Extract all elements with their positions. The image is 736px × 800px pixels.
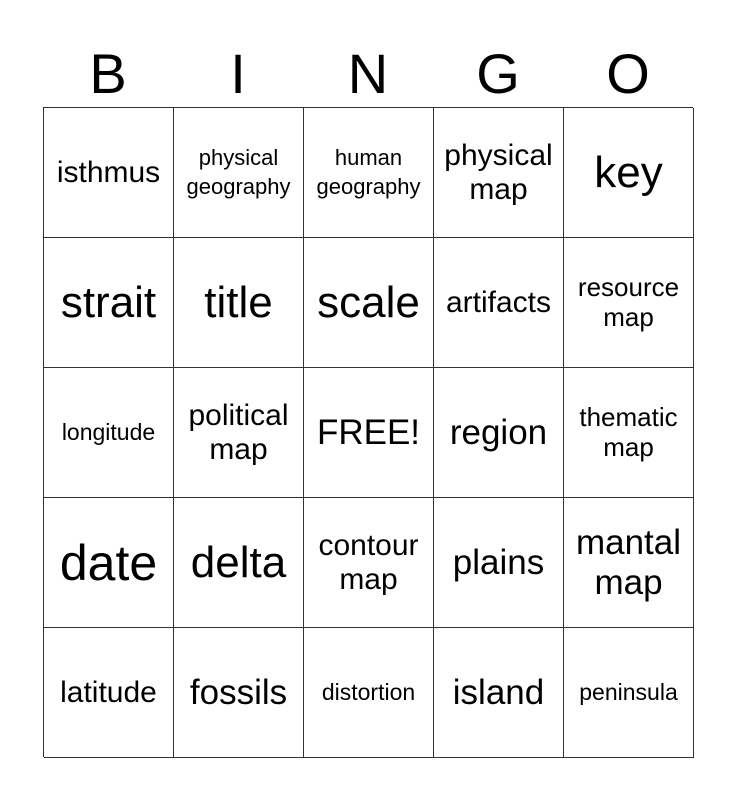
bingo-cell[interactable]: thematic map	[564, 368, 694, 498]
bingo-cell[interactable]: latitude	[44, 628, 174, 758]
header-letter-n: N	[347, 42, 389, 105]
bingo-cell[interactable]: mantal map	[564, 498, 694, 628]
bingo-board	[43, 107, 693, 757]
bingo-cell[interactable]: physical map	[434, 108, 564, 238]
bingo-cell[interactable]: date	[44, 498, 174, 628]
bingo-header	[43, 40, 693, 108]
bingo-cell[interactable]: contour map	[304, 498, 434, 628]
bingo-cell[interactable]: delta	[174, 498, 304, 628]
header-letter-i: I	[230, 42, 246, 105]
bingo-cell[interactable]: political map	[174, 368, 304, 498]
bingo-cell[interactable]: artifacts	[434, 238, 564, 368]
bingo-cell[interactable]: title	[174, 238, 304, 368]
bingo-cell[interactable]: strait	[44, 238, 174, 368]
header-letter-o: O	[606, 42, 650, 105]
bingo-cell[interactable]: longitude	[44, 368, 174, 498]
bingo-cell[interactable]: scale	[304, 238, 434, 368]
bingo-cell[interactable]: island	[434, 628, 564, 758]
bingo-cell[interactable]: peninsula	[564, 628, 694, 758]
bingo-cell[interactable]: fossils	[174, 628, 304, 758]
bingo-cell[interactable]: region	[434, 368, 564, 498]
bingo-cell[interactable]: plains	[434, 498, 564, 628]
bingo-cell[interactable]: distortion	[304, 628, 434, 758]
bingo-cell[interactable]: resource map	[564, 238, 694, 368]
bingo-cell[interactable]: isthmus	[44, 108, 174, 238]
bingo-cell[interactable]: FREE!	[304, 368, 434, 498]
bingo-cell[interactable]: human geography	[304, 108, 434, 238]
header-letter-b: B	[89, 42, 127, 105]
bingo-cell[interactable]: key	[564, 108, 694, 238]
bingo-cell[interactable]: physical geography	[174, 108, 304, 238]
header-letter-g: G	[476, 42, 520, 105]
